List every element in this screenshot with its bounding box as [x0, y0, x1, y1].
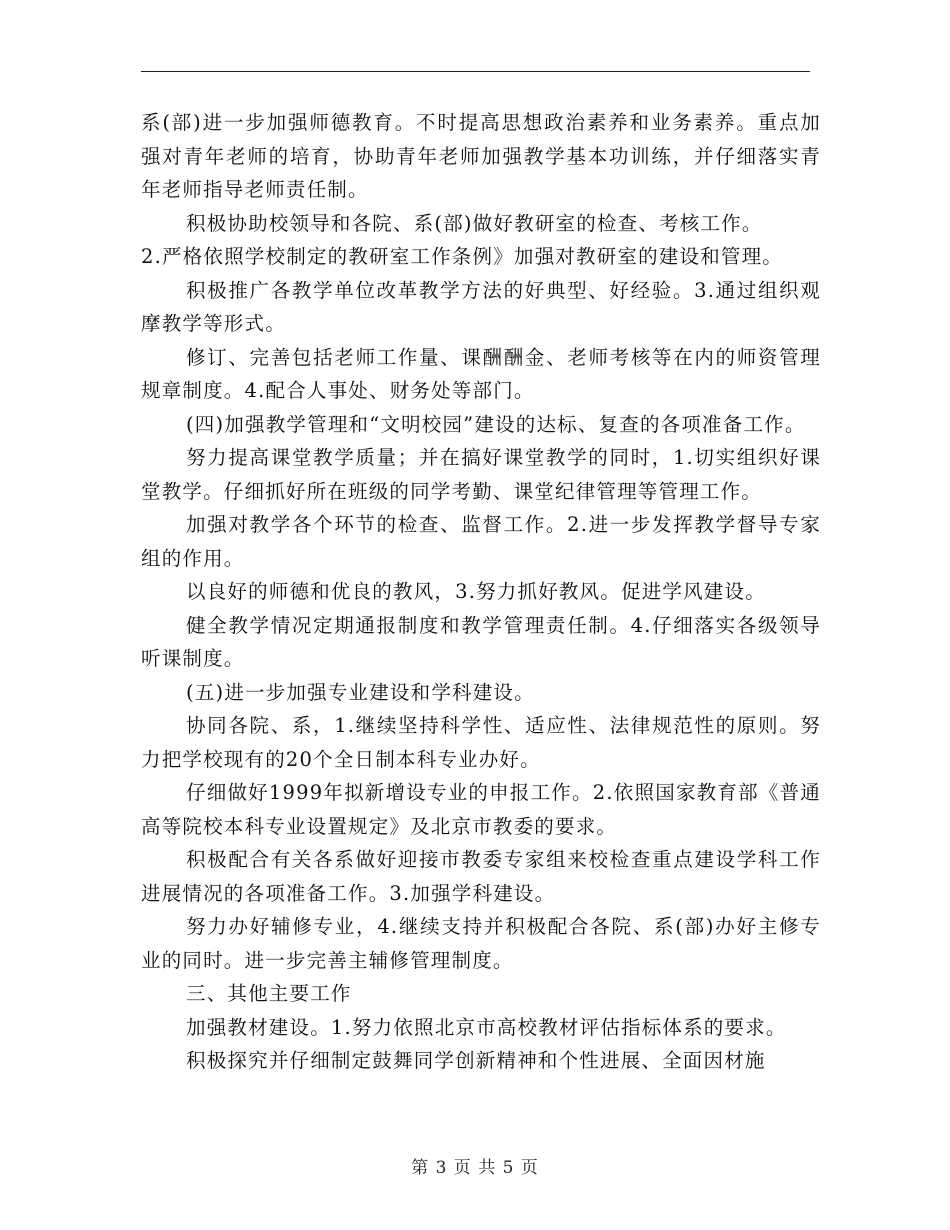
section-heading: (五)进一步加强专业建设和学科建设。	[186, 680, 535, 704]
section-heading: (四)加强教学管理和“文明校园”建设的达标、复查的各项准备工作。	[186, 412, 806, 436]
paragraph: 加强教材建设。1.努力依照北京市高校教材评估指标体系的要求。	[186, 1015, 787, 1039]
paragraph: 努力办好辅修专业，4.继续支持并积极配合各院、系(部)办好主修专业的同时。进一步完善主辅修管理制度。	[141, 915, 821, 972]
paragraph: 积极推广各教学单位改革教学方法的好典型、好经验。3.通过组织观摩教学等形式。	[141, 278, 821, 335]
paragraph: 积极探究并仔细制定鼓舞同学创新精神和个性进展、全面因材施	[186, 1049, 766, 1072]
header-rule	[141, 71, 810, 72]
paragraph: 系(部)进一步加强师德教育。不时提高思想政治素养和业务素养。重点加强对青年老师的培育，协助青年老师加强教学基本功训练，并仔细落实青年老师指导老师责任制。	[141, 111, 821, 201]
paragraph: 协同各院、系，1.继续坚持科学性、适应性、法律规范性的原则。努力把学校现有的20个全日制本科专业办好。	[141, 714, 821, 771]
paragraph: 努力提高课堂教学质量；并在搞好课堂教学的同时，1.切实组织好课堂教学。仔细抓好所在班级的同学考勤、课堂纪律管理等管理工作。	[141, 446, 821, 503]
paragraph: 2.严格依照学校制定的教研室工作条例》加强对教研室的建设和管理。	[141, 245, 784, 268]
paragraph: 仔细做好1999年拟新增设专业的申报工作。2.依照国家教育部《普通高等院校本科专业设置规定》及北京市教委的要求。	[141, 781, 821, 838]
section-heading: 三、其他主要工作	[186, 982, 352, 1005]
paragraph: 健全教学情况定期通报制度和教学管理责任制。4.仔细落实各级领导听课制度。	[141, 613, 821, 670]
paragraph: 修订、完善包括老师工作量、课酬酬金、老师考核等在内的师资管理规章制度。4.配合人事处、财务处等部门。	[141, 345, 821, 402]
paragraph: 以良好的师德和优良的教风，3.努力抓好教风。促进学风建设。	[186, 580, 766, 603]
paragraph: 加强对教学各个环节的检查、监督工作。2.进一步发挥教学督导专家组的作用。	[141, 513, 821, 570]
paragraph: 积极配合有关各系做好迎接市教委专家组来校检查重点建设学科工作进展情况的各项准备工作。3.加强学科建设。	[141, 848, 821, 905]
document-body	[141, 106, 821, 1078]
paragraph: 积极协助校领导和各院、系(部)做好教研室的检查、考核工作。	[186, 211, 763, 235]
page-number: 第 3 页 共 5 页	[411, 1158, 539, 1178]
